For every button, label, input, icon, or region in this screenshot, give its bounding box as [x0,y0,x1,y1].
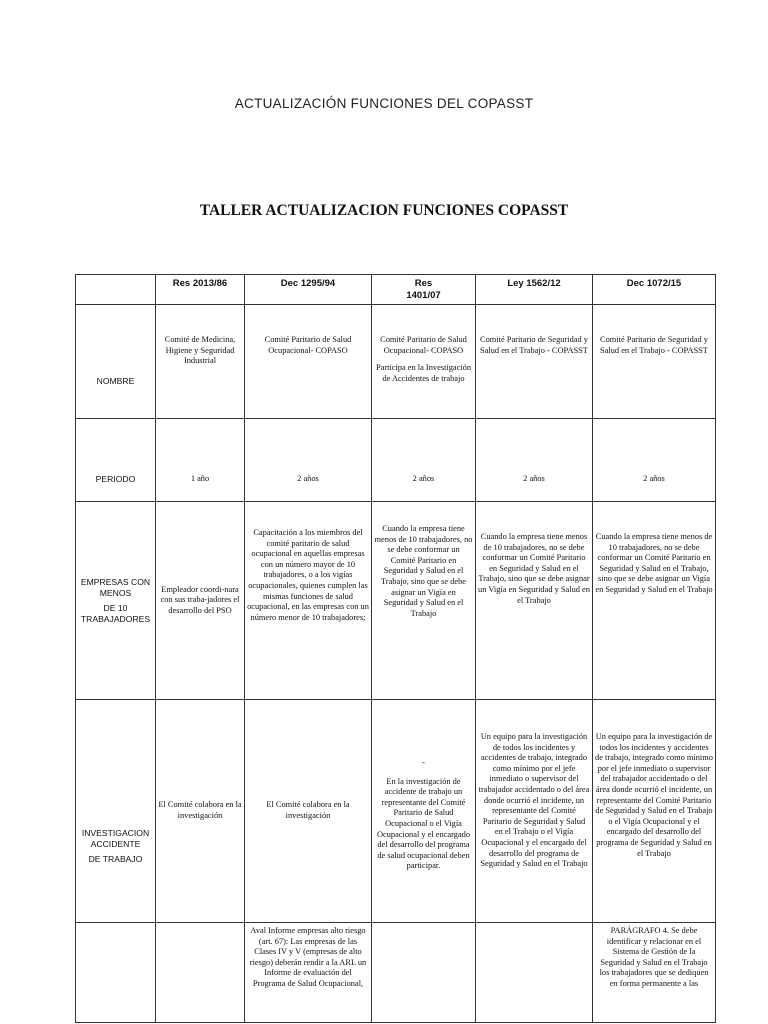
cell-empresas-dec1295: Capacitación a los miembros del comité paritario de salud ocupacional en aquellas empresas con un número mayor de 10 trabajadores, o a los vigías ocupacionales, quienes cumplen las mismas funciones de salud ocupacional, en las empresas con un número menor de 10 trabajadores; [245,502,372,700]
header-res-1401-07 [372,275,476,305]
document-title: ACTUALIZACIÓN FUNCIONES DEL COPASST [234,96,534,111]
document-subtitle: TALLER ACTUALIZACION FUNCIONES COPASST [199,202,569,219]
cell-ultima-res2013 [156,923,245,1023]
header-empty-cell [76,275,156,305]
cell-empresas-ley1562: Cuando la empresa tiene menos de 10 trabajadores, no se debe conformar un Comité Paritario en Seguridad y Salud en el Trabajo, sino que se debe asignar un Vigía en Seguridad y Salud en el Trabajo [476,502,593,700]
cell-nombre-res1401 [372,305,476,419]
cell-periodo-res1401: 2 años [372,419,476,502]
row-ultima [76,923,716,1023]
header-res-1401-line1: Res [414,278,433,289]
cell-periodo-dec1072: 2 años [593,419,716,502]
cell-nombre-dec1295: Comité Paritario de Salud Ocupacional- COPASO [245,305,372,419]
cell-investigacion-ley1562: Un equipo para la investigación de todos los incidentes y accidentes de trabajo, integrado como mínimo por el jefe inmediato o supervisor del trabajador accidentado o del área donde ocurrió el incidente, un representante del Comité Paritario de Seguridad y Salud en el Trabajo o el Vigía Ocupacional y el encargado del desarrollo del programa de Seguridad y Salud en el Trabajo [476,700,593,923]
cell-periodo-dec1295: 2 años [245,419,372,502]
row-label-periodo: PERIODO [76,419,156,502]
cell-nombre-res1401-note: Participa en la Investigación de Accidentes de trabajo [375,363,472,383]
row-empresas-menos-10 [76,502,716,700]
row-label-empresas [76,502,156,700]
cell-ultima-ley1562 [476,923,593,1023]
cell-nombre-dec1072: Comité Paritario de Seguridad y Salud en el Trabajo - COPASST [593,305,716,419]
cell-nombre-ley1562: Comité Paritario de Seguridad y Salud en el Trabajo - COPASST [476,305,593,419]
row-periodo [76,419,716,502]
cell-periodo-ley1562: 2 años [476,419,593,502]
cell-ultima-dec1072: PARÁGRAFO 4. Se debe identificar y relacionar en el Sistema de Gestión de la Seguridad y Salud en el Trabajo los trabajadores que se dediquen en forma permanente a las [593,923,716,1023]
copasst-comparison-table [75,274,716,1023]
row-label-empresas-line2: DE 10 TRABAJADORES [80,602,151,624]
header-res-1401-line2: 1401/07 [406,290,441,301]
cell-empresas-res1401: Cuando la empresa tiene menos de 10 trabajadores, no se debe conformar un Comité Paritario en Seguridad y Salud en el Trabajo, sino que se debe asignar un Vigía en Seguridad y Salud en el Trabajo [372,502,476,700]
header-res-2013-86: Res 2013/86 [156,275,245,305]
row-nombre [76,305,716,419]
cell-nombre-res1401-name: Comité Paritario de Salud Ocupacional- COPASO [380,335,467,355]
row-label-empresas-line1: EMPRESAS CON MENOS [80,576,151,598]
header-dec-1072-15: Dec 1072/15 [593,275,716,305]
row-label-nombre: NOMBRE [76,305,156,419]
row-label-investigacion [76,700,156,923]
header-ley-1562-12: Ley 1562/12 [476,275,593,305]
row-label-investigacion-line2: DE TRABAJO [88,853,143,864]
cell-empresas-dec1072: Cuando la empresa tiene menos de 10 trabajadores, no se debe conformar un Comité Paritario en Seguridad y Salud en el Trabajo, sino que se debe asignar un Vigía en Seguridad y Salud en el Trabajo [593,502,716,700]
cell-investigacion-res1401-mark: - [422,758,425,767]
header-row [76,275,716,305]
row-label-investigacion-line1: INVESTIGACION ACCIDENTE [81,827,150,849]
cell-investigacion-dec1295: El Comité colabora en la investigación [245,700,372,923]
cell-ultima-res1401 [372,923,476,1023]
cell-nombre-res2013: Comité de Medicina, Higiene y Seguridad Industrial [156,305,245,419]
cell-periodo-res2013: 1 año [156,419,245,502]
cell-investigacion-res1401 [372,700,476,923]
row-label-ultima [76,923,156,1023]
cell-investigacion-res1401-text: En la investigación de accidente de trabajo un representante del Comité Paritario de Salud Ocupacional o el Vigía Ocupacional y el encargado del desarrollo del programa de salud ocupacional deben participar. [376,776,471,871]
cell-investigacion-dec1072: Un equipo para la investigación de todos los incidentes y accidentes de trabajo, integrado como mínimo por el jefe inmediato o supervisor del trabajador accidentado o del área donde ocurrió el incidente, un representante del Comité Paritario de Seguridad y Salud en el Trabajo o el Vigía Ocupacional y el encargado del desarrollo del programa de Seguridad y Salud en el Trabajo [593,700,716,923]
header-dec-1295-94: Dec 1295/94 [245,275,372,305]
cell-investigacion-res2013: El Comité colabora en la investigación [156,700,245,923]
row-investigacion-accidente [76,700,716,923]
cell-ultima-dec1295: Aval Informe empresas alto riesgo (art. 67): Las empresas de las Clases IV y V (empresas de alto riesgo) deberán rendir a la ARL un Informe de evaluación del Programa de Salud Ocupacional, [245,923,372,1023]
cell-empresas-res2013: Empleador coordi-nara con sus traba-jadores el desarrollo del PSO [156,502,245,700]
